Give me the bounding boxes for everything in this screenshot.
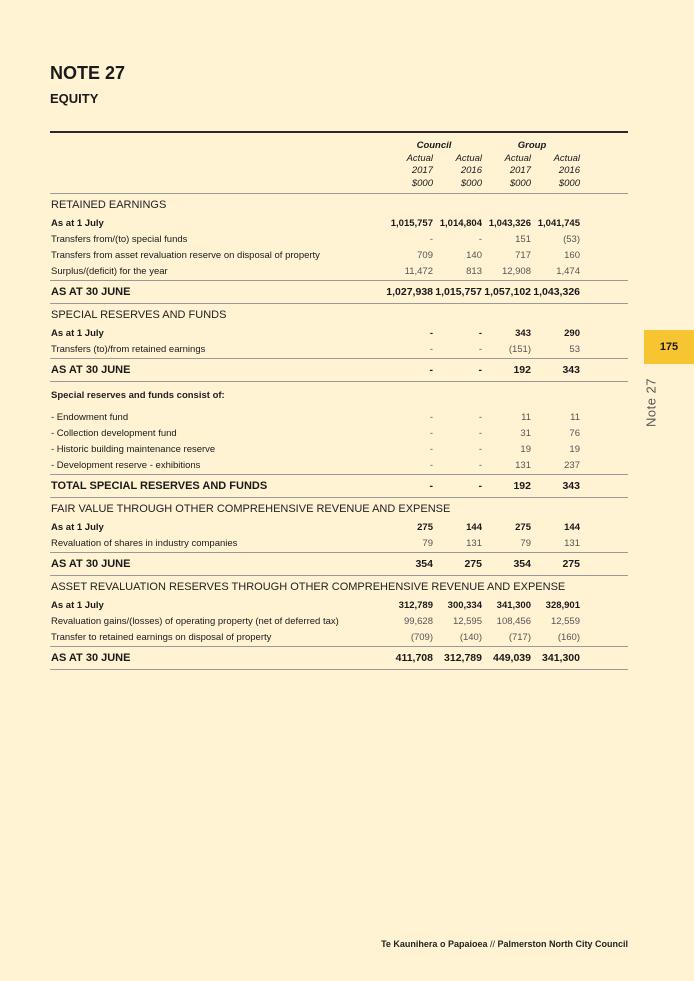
cell-value: 131: [466, 538, 482, 549]
cell-value: (140): [459, 632, 482, 643]
equity-table: [50, 140, 628, 670]
column-group-council: Council: [416, 140, 452, 151]
cell-value: (53): [563, 234, 580, 245]
page-number-tab: [644, 330, 694, 364]
header-divider: [50, 131, 628, 133]
table-row: [50, 520, 628, 536]
cell-value: -: [429, 428, 433, 439]
table-row: [50, 598, 628, 614]
column-unit: $000: [385, 178, 434, 194]
section-heading: FAIR VALUE THROUGH OTHER COMPREHENSIVE REVENUE AND EXPENSE: [51, 503, 451, 515]
row-label: Revaluation gains/(losses) of operating property (net of deferred tax): [51, 616, 339, 627]
cell-value: 19: [520, 444, 531, 455]
cell-value: 328,901: [545, 600, 580, 611]
total-value: 275: [532, 553, 581, 576]
cell-value: -: [478, 412, 482, 423]
cell-value: 275: [515, 522, 531, 533]
cell-value: 290: [564, 328, 580, 339]
total-value: -: [434, 359, 483, 382]
cell-value: -: [478, 428, 482, 439]
row-label: - Endowment fund: [51, 412, 129, 423]
cell-value: -: [429, 328, 433, 339]
cell-value: 79: [520, 538, 531, 549]
row-label: Transfer to retained earnings on disposal of property: [51, 632, 272, 643]
column-year: 2016: [460, 165, 482, 176]
column-year: 2017: [509, 165, 531, 176]
cell-value: 151: [515, 234, 531, 245]
cell-value: 312,789: [398, 600, 433, 611]
cell-value: 1,474: [556, 266, 580, 277]
cell-value: 11: [570, 412, 580, 423]
cell-value: 11: [521, 412, 531, 423]
section-heading-row: [50, 576, 628, 599]
total-value: -: [434, 475, 483, 498]
column-group-group: Group: [517, 140, 547, 151]
footer-org-maori: Te Kaunihera o Papaioea: [381, 939, 488, 949]
row-label: As at 1 July: [51, 522, 104, 533]
total-value: 449,039: [483, 647, 532, 670]
cell-value: 12,908: [501, 266, 531, 277]
footer: [381, 939, 628, 949]
cell-value: -: [478, 328, 482, 339]
row-label: - Collection development fund: [51, 428, 177, 439]
footer-org-english: Palmerston North City Council: [497, 939, 628, 949]
table-row: [50, 342, 628, 359]
cell-value: -: [478, 234, 482, 245]
cell-value: (160): [557, 632, 580, 643]
cell-value: -: [478, 444, 482, 455]
table-row: [50, 426, 628, 442]
cell-value: 12,595: [452, 616, 482, 627]
column-header: Actual: [553, 152, 580, 164]
section-heading: SPECIAL RESERVES AND FUNDS: [51, 309, 227, 321]
column-year: 2016: [558, 165, 580, 176]
cell-value: -: [429, 444, 433, 455]
footer-separator: //: [487, 939, 498, 949]
cell-value: 1,041,745: [537, 218, 580, 229]
row-label: As at 1 July: [51, 218, 104, 229]
row-label: As at 1 July: [51, 328, 104, 339]
column-unit: $000: [483, 178, 532, 194]
total-label: AS AT 30 JUNE: [50, 281, 385, 304]
table-row: [50, 232, 628, 248]
equity-table-container: [50, 140, 628, 670]
table-row: [50, 326, 628, 342]
cell-value: (151): [508, 344, 531, 355]
total-value: 411,708: [385, 647, 434, 670]
page-number: 175: [659, 341, 679, 353]
cell-value: 300,334: [447, 600, 482, 611]
cell-value: -: [478, 460, 482, 471]
total-value: 354: [483, 553, 532, 576]
cell-value: 717: [515, 250, 531, 261]
row-label: Surplus/(deficit) for the year: [51, 266, 168, 277]
total-row: [50, 359, 628, 382]
cell-value: 275: [417, 522, 433, 533]
total-value: 312,789: [434, 647, 483, 670]
table-row: [50, 614, 628, 630]
cell-value: 108,456: [496, 616, 531, 627]
row-label: As at 1 July: [51, 600, 104, 611]
row-label: Transfers (to)/from retained earnings: [51, 344, 206, 355]
table-row: [50, 536, 628, 553]
total-value: 192: [483, 359, 532, 382]
cell-value: (709): [410, 632, 433, 643]
cell-value: 140: [466, 250, 482, 261]
cell-value: 79: [422, 538, 433, 549]
table-row: [50, 630, 628, 647]
total-value: -: [385, 359, 434, 382]
cell-value: 11,472: [404, 266, 433, 277]
total-row: [50, 281, 628, 304]
table-row: [50, 248, 628, 264]
total-value: 192: [483, 475, 532, 498]
total-label: AS AT 30 JUNE: [50, 553, 385, 576]
section-heading: ASSET REVALUATION RESERVES THROUGH OTHER COMPREHENSIVE REVENUE AND EXPENSE: [51, 581, 566, 593]
cell-value: 813: [466, 266, 482, 277]
total-value: 1,043,326: [532, 281, 581, 304]
cell-value: 1,015,757: [390, 218, 433, 229]
cell-value: 76: [569, 428, 580, 439]
note-number: NOTE 27: [50, 63, 126, 83]
cell-value: 144: [564, 522, 580, 533]
section-heading-row: [50, 498, 628, 521]
total-value: 1,057,102: [483, 281, 532, 304]
cell-value: 53: [569, 344, 580, 355]
table-row: [50, 216, 628, 232]
cell-value: 131: [515, 460, 531, 471]
total-value: 341,300: [532, 647, 581, 670]
total-label: AS AT 30 JUNE: [50, 647, 385, 670]
cell-value: 237: [564, 460, 580, 471]
row-label: Transfers from asset revaluation reserve on disposal of property: [51, 250, 320, 261]
cell-value: 343: [515, 328, 531, 339]
row-label: - Development reserve - exhibitions: [51, 460, 201, 471]
column-unit: $000: [434, 178, 483, 194]
cell-value: 12,559: [550, 616, 580, 627]
page-title: EQUITY: [50, 91, 99, 106]
cell-value: -: [429, 234, 433, 245]
total-value: 354: [385, 553, 434, 576]
section-heading-row: [50, 194, 628, 217]
cell-value: 709: [417, 250, 433, 261]
column-year: 2017: [411, 165, 433, 176]
total-value: 343: [532, 475, 581, 498]
cell-value: 341,300: [496, 600, 531, 611]
total-row: [50, 475, 628, 498]
cell-value: 1,043,326: [488, 218, 531, 229]
table-row: [50, 458, 628, 475]
subsection-heading: Special reserves and funds consist of:: [51, 390, 225, 401]
total-label: AS AT 30 JUNE: [50, 359, 385, 382]
cell-value: 131: [564, 538, 580, 549]
cell-value: 1,014,804: [439, 218, 482, 229]
column-header: Actual: [504, 152, 531, 164]
row-label: - Historic building maintenance reserve: [51, 444, 216, 455]
total-value: 275: [434, 553, 483, 576]
subsection-heading-row: [50, 382, 628, 411]
total-value: 1,027,938: [385, 281, 434, 304]
cell-value: (717): [508, 632, 531, 643]
column-header: Actual: [406, 152, 433, 164]
total-value: 343: [532, 359, 581, 382]
cell-value: -: [429, 460, 433, 471]
column-unit: $000: [532, 178, 581, 194]
total-label: TOTAL SPECIAL RESERVES AND FUNDS: [50, 475, 385, 498]
cell-value: -: [478, 344, 482, 355]
total-value: 1,015,757: [434, 281, 483, 304]
table-row: [50, 442, 628, 458]
total-value: -: [385, 475, 434, 498]
cell-value: -: [429, 412, 433, 423]
table-row: [50, 264, 628, 281]
cell-value: 160: [564, 250, 580, 261]
section-heading: RETAINED EARNINGS: [51, 199, 167, 211]
side-note-label: Note 27: [643, 377, 659, 428]
row-label: Transfers from/(to) special funds: [51, 234, 188, 245]
table-row: [50, 410, 628, 426]
total-row: [50, 553, 628, 576]
cell-value: -: [429, 344, 433, 355]
cell-value: 144: [466, 522, 482, 533]
row-label: Revaluation of shares in industry companies: [51, 538, 238, 549]
total-row: [50, 647, 628, 670]
section-heading-row: [50, 304, 628, 327]
column-header: Actual: [455, 152, 482, 164]
cell-value: 99,628: [403, 616, 433, 627]
cell-value: 31: [520, 428, 531, 439]
cell-value: 19: [569, 444, 580, 455]
